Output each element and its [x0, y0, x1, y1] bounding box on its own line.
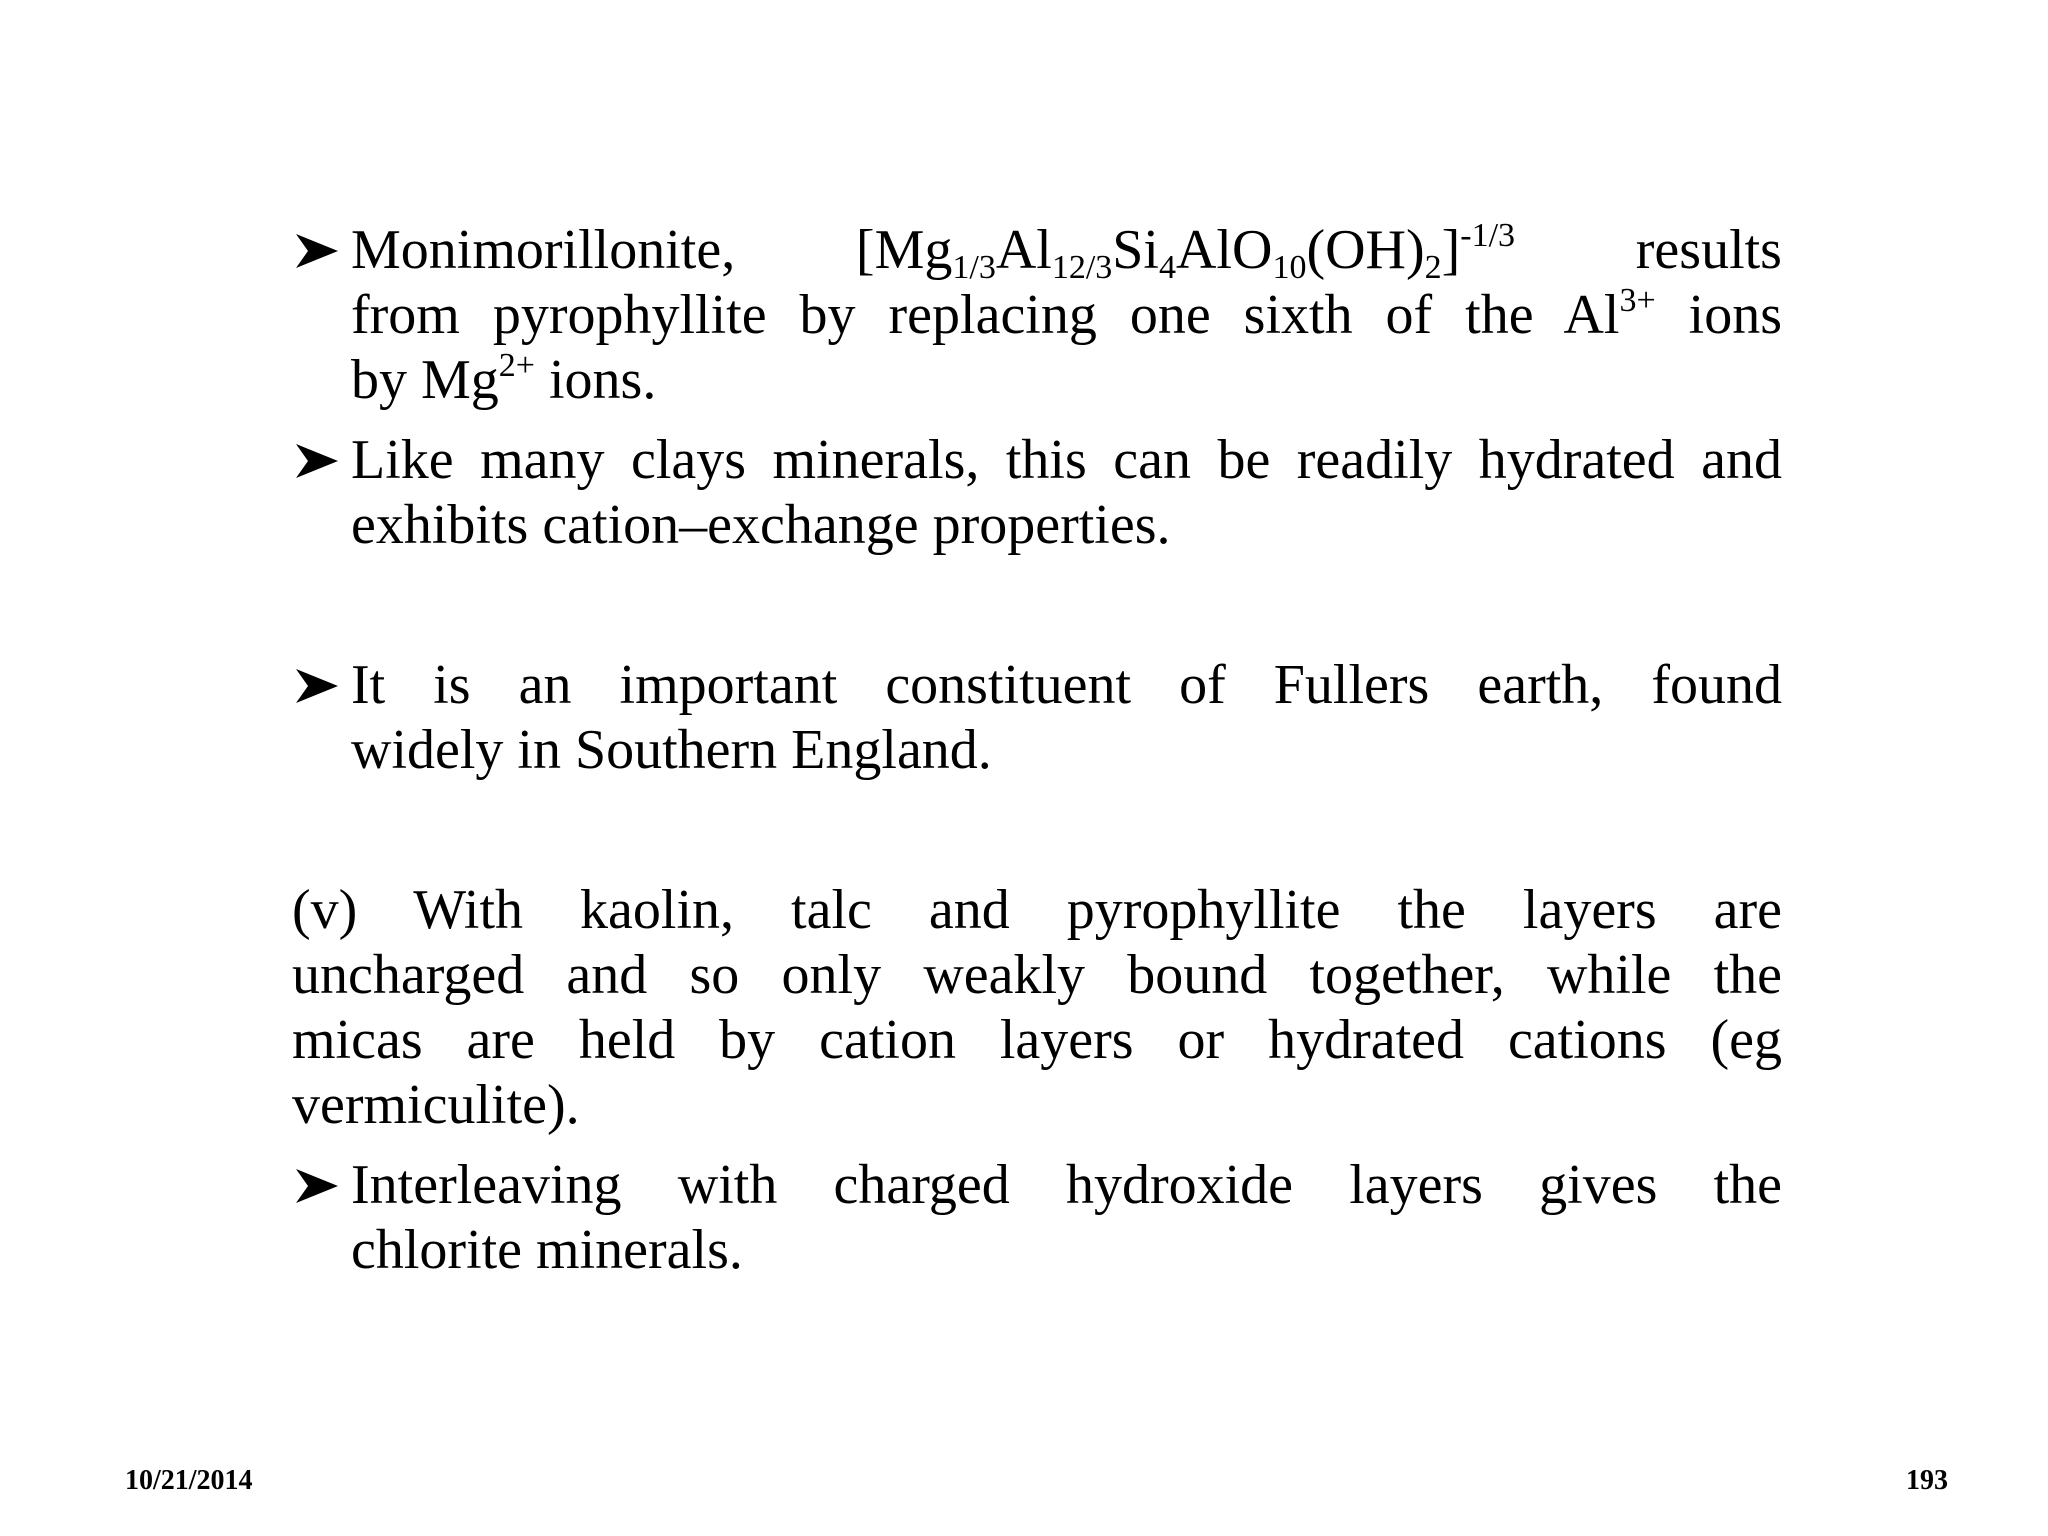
bullet-line: from pyrophyllite by replacing one sixth of the $Al^{3+}$ ions [351, 282, 1782, 346]
paragraph-line: (v) With kaolin, talc and pyrophyllite the layers are [292, 879, 1782, 941]
bullet-montmorillonite [292, 218, 1782, 413]
arrow-bullet-icon [292, 1153, 342, 1218]
bullet-line: It is an important constituent of Fullers earth, found [351, 654, 1782, 716]
arrow-bullet-icon [292, 428, 342, 493]
bullet-fullers-earth [292, 653, 1782, 783]
paragraph-v [292, 878, 1782, 1138]
paragraph-line: vermiculite). [292, 1074, 580, 1136]
bullet-hydration [292, 428, 1782, 558]
bullet-line: by $Mg^{2+}$ ions. [351, 347, 657, 411]
arrow-bullet-icon [292, 218, 342, 283]
bullet-line: exhibits cation–exchange properties. [351, 494, 1171, 556]
bullet-line: Like many clays minerals, this can be readily hydrated and [351, 429, 1782, 491]
page-number: 193 [1906, 1465, 1948, 1496]
footer-date: 10/21/2014 [125, 1465, 253, 1496]
bullet-line: widely in Southern England. [351, 719, 992, 781]
bullet-line [351, 217, 1782, 286]
paragraph-line: uncharged and so only weakly bound together, while the [292, 944, 1782, 1006]
paragraph-line: micas are held by cation layers or hydrated cations (eg [292, 1009, 1782, 1071]
bullet-line: chlorite minerals. [351, 1219, 743, 1281]
bullet-line: Interleaving with charged hydroxide layers gives the [351, 1154, 1782, 1216]
word-results: results [1635, 219, 1782, 281]
bullet-chlorite [292, 1153, 1782, 1283]
arrow-bullet-icon [292, 653, 342, 718]
mineral-name: Monimorillonite, [351, 219, 736, 281]
chemical-formula: $[Mg_{1/3}Al_{12/3}Si_4AlO_{10}(OH)_2]^{-1/3}$ [855, 217, 1516, 286]
